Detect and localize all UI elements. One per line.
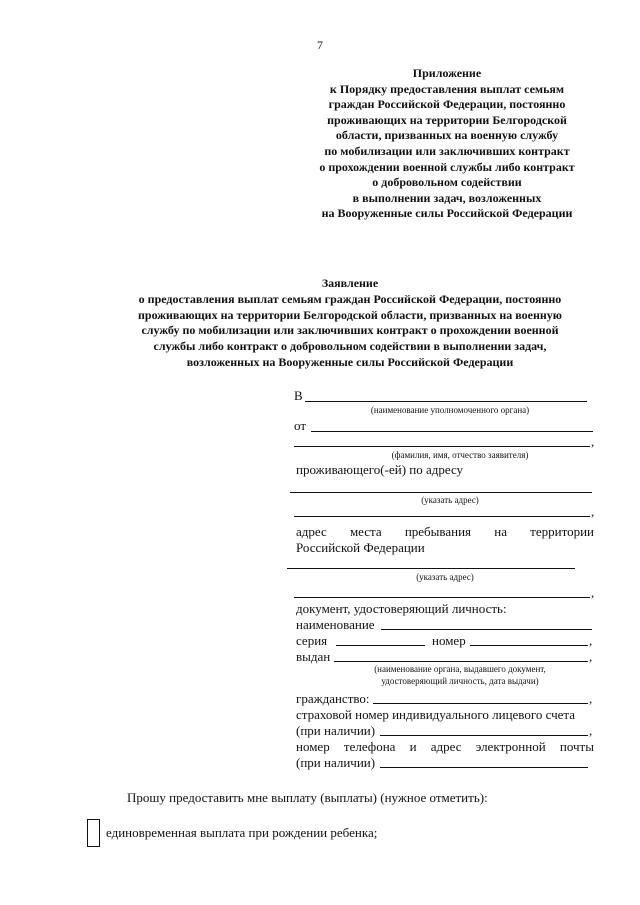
phone-note: (при наличии) xyxy=(296,755,376,770)
snils-label: страховой номер индивидуального лицевого счета xyxy=(296,707,576,722)
statement-line: о предоставления выплат семьям граждан Российской Федерации, постоянно xyxy=(138,291,562,306)
from-label: от xyxy=(294,418,307,433)
stay-word: территории xyxy=(530,524,594,539)
doc-name-field[interactable] xyxy=(381,629,592,630)
phone-word: адрес xyxy=(430,739,462,754)
comma: , xyxy=(589,633,593,648)
appendix-line: в выполнении задач, возложенных xyxy=(352,190,542,205)
stay-word: адрес xyxy=(296,524,327,539)
to-label: В xyxy=(294,388,303,403)
stay-label-line-2: Российской Федерации xyxy=(296,540,425,555)
series-label: серия xyxy=(296,633,328,648)
appendix-line: по мобилизации или заключивших контракт xyxy=(324,143,570,158)
comma: , xyxy=(589,691,593,706)
number-field[interactable] xyxy=(470,645,588,646)
phone-word: номер xyxy=(296,739,330,754)
comma: , xyxy=(591,504,595,519)
comma: , xyxy=(589,723,593,738)
request-text: Прошу предоставить мне выплату (выплаты) (нужное отметить): xyxy=(127,790,488,805)
applicant-name-caption: (фамилия, имя, отчество заявителя) xyxy=(391,450,529,460)
appendix-line: о добровольном содействии xyxy=(372,175,522,190)
statement-title: Заявление xyxy=(321,276,379,290)
comma: , xyxy=(591,434,595,449)
authority-caption: (наименование уполномоченного органа) xyxy=(370,405,530,415)
phone-word: телефона xyxy=(343,739,396,754)
appendix-heading: Приложение xyxy=(412,66,482,80)
phone-word: и xyxy=(409,739,417,754)
statement-title-block xyxy=(80,276,620,371)
appendix-line: проживающих на территории Белгородской xyxy=(327,112,567,127)
statement-line: возложенных на Вооруженные силы Российской Федерации xyxy=(186,354,514,369)
residence-address-field[interactable] xyxy=(290,492,592,493)
appendix-block xyxy=(292,66,602,222)
stay-address-field[interactable] xyxy=(287,568,575,569)
authority-field[interactable] xyxy=(305,401,587,402)
appendix-line: области, призванных на военную службу xyxy=(335,128,559,143)
stay-word: места xyxy=(349,524,382,539)
number-label: номер xyxy=(432,633,466,648)
issued-caption: удостоверяющий личность, дата выдачи) xyxy=(381,676,539,686)
from-field[interactable] xyxy=(311,431,593,432)
stay-label-line xyxy=(296,524,594,539)
phone-word: почты xyxy=(559,739,594,754)
statement-line: службу по мобилизации или заключивших контракт о прохождении военной xyxy=(141,323,559,338)
appendix-line: на Вооруженные силы Российской Федерации xyxy=(321,206,573,221)
issued-label: выдан xyxy=(296,649,331,664)
snils-note: (при наличии) xyxy=(296,723,376,738)
appendix-line: о прохождении военной службы либо контракт xyxy=(319,159,575,174)
citizenship-field[interactable] xyxy=(373,703,588,704)
issued-field[interactable] xyxy=(334,661,588,662)
snils-field[interactable] xyxy=(380,735,588,736)
statement-line: службы либо контракт о добровольном содействии в выполнении задач, xyxy=(153,339,547,354)
appendix-line: к Порядку предоставления выплат семьям xyxy=(329,81,565,96)
applicant-name-field[interactable] xyxy=(294,446,590,447)
statement-line: проживающих на территории Белгородской области, призванных на военную xyxy=(138,307,562,322)
residing-label: проживающего(-ей) по адресу xyxy=(296,462,464,477)
phone-word: электронной xyxy=(475,739,546,754)
appendix-line: граждан Российской Федерации, постоянно xyxy=(328,97,566,112)
stay-address-caption: (указать адрес) xyxy=(416,572,474,582)
comma: , xyxy=(589,649,593,664)
doc-name-label: наименование xyxy=(296,617,375,632)
comma: , xyxy=(591,585,595,600)
stay-address-field-2[interactable] xyxy=(294,597,590,598)
option-label: единовременная выплата при рождении ребенка; xyxy=(106,825,378,840)
residence-address-caption: (указать адрес) xyxy=(421,495,479,505)
id-document-label: документ, удостоверяющий личность: xyxy=(296,601,507,616)
one-time-payment-checkbox[interactable] xyxy=(87,819,100,847)
series-field[interactable] xyxy=(336,645,425,646)
stay-word: пребывания xyxy=(404,524,472,539)
stay-word: на xyxy=(494,524,507,539)
residence-address-field-2[interactable] xyxy=(294,516,590,517)
phone-label-line xyxy=(296,739,594,754)
page-number: 7 xyxy=(317,38,323,52)
issued-caption: (наименование органа, выдавшего документ, xyxy=(374,664,546,674)
phone-email-field[interactable] xyxy=(380,767,588,768)
citizenship-label: гражданство: xyxy=(296,691,370,706)
